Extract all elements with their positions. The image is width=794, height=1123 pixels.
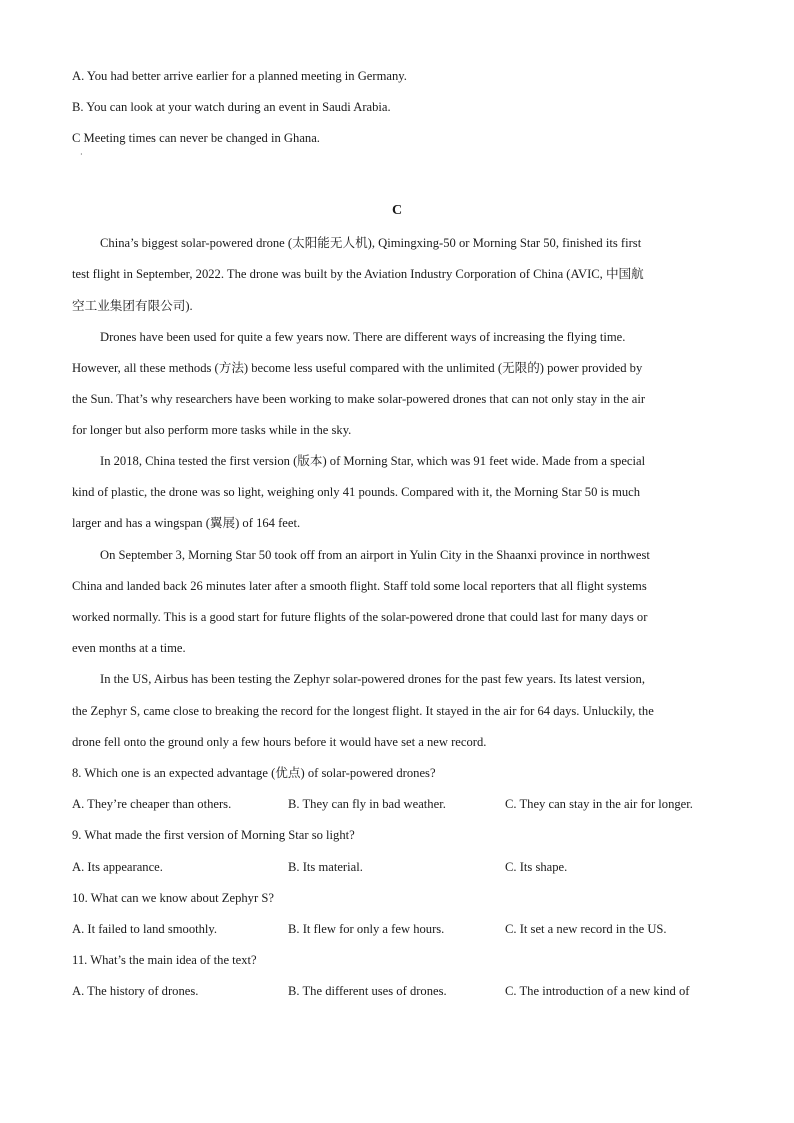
passage-line: In the US, Airbus has been testing the Zephyr solar-powered drones for the past few years. Its latest version, [100, 672, 645, 686]
passage-line: the Zephyr S, came close to breaking the record for the longest flight. It stayed in the air for 64 days. Unluckily, the [72, 704, 654, 718]
passage-line: the Sun. That’s why researchers have been working to make solar-powered drones that can not only stay in the air [72, 392, 646, 406]
question-stem-10: 10. What can we know about Zephyr S? [72, 891, 274, 905]
q9-option-b: B. Its material. [288, 860, 363, 874]
passage-line: larger and has a wingspan (翼展) of 164 feet. [72, 516, 301, 530]
passage-line: However, all these methods (方法) become less useful compared with the unlimited (无限的) power provided by [72, 361, 643, 375]
q10-option-b: B. It flew for only a few hours. [288, 922, 445, 936]
passage-line: China and landed back 26 minutes later after a smooth flight. Staff told some local reporters that all flight systems [72, 579, 647, 593]
passage-line: On September 3, Morning Star 50 took off from an airport in Yulin City in the Shaanxi province in northwest [100, 548, 650, 562]
prev-option-b: B. You can look at your watch during an event in Saudi Arabia. [72, 100, 391, 114]
q9-option-c: C. Its shape. [505, 860, 568, 874]
passage-line: for longer but also perform more tasks while in the sky. [72, 423, 352, 437]
passage-line: In 2018, China tested the first version (版本) of Morning Star, which was 91 feet wide. Made from a special [100, 454, 646, 468]
question-stem-9: 9. What made the first version of Morning Star so light? [72, 828, 355, 842]
q8-option-c: C. They can stay in the air for longer. [505, 797, 693, 811]
q10-option-c: C. It set a new record in the US. [505, 922, 667, 936]
passage-line: China’s biggest solar-powered drone (太阳能无人机), Qimingxing-50 or Morning Star 50, finished its first [100, 236, 642, 250]
q10-option-a: A. It failed to land smoothly. [72, 922, 218, 936]
question-stem-11: 11. What’s the main idea of the text? [72, 953, 257, 967]
q11-option-a: A. The history of drones. [72, 984, 199, 998]
question-stem-8: 8. Which one is an expected advantage (优点) of solar-powered drones? [72, 766, 436, 780]
q9-option-a: A. Its appearance. [72, 860, 163, 874]
q8-option-a: A. They’re cheaper than others. [72, 797, 232, 811]
passage-line: 空工业集团有限公司). [72, 299, 193, 313]
prev-option-c: C Meeting times can never be changed in Ghana. [72, 131, 320, 145]
passage-line: even months at a time. [72, 641, 186, 655]
section-heading: C [391, 203, 403, 218]
passage-line: Drones have been used for quite a few years now. There are different ways of increasing the flying time. [100, 330, 626, 344]
passage-line: worked normally. This is a good start for future flights of the solar-powered drone that could last for many days or [72, 610, 648, 624]
q11-option-c: C. The introduction of a new kind of [505, 984, 690, 998]
passage-line: kind of plastic, the drone was so light, weighing only 41 pounds. Compared with it, the Morning Star 50 is much [72, 485, 641, 499]
passage-line: drone fell onto the ground only a few hours before it would have set a new record. [72, 735, 487, 749]
q11-option-b: B. The different uses of drones. [288, 984, 447, 998]
stray-dot: · [80, 150, 83, 159]
q8-option-b: B. They can fly in bad weather. [288, 797, 446, 811]
prev-option-a: A. You had better arrive earlier for a planned meeting in Germany. [72, 69, 407, 83]
passage-line: test flight in September, 2022. The drone was built by the Aviation Industry Corporation of China (AVIC, 中国航 [72, 267, 644, 281]
